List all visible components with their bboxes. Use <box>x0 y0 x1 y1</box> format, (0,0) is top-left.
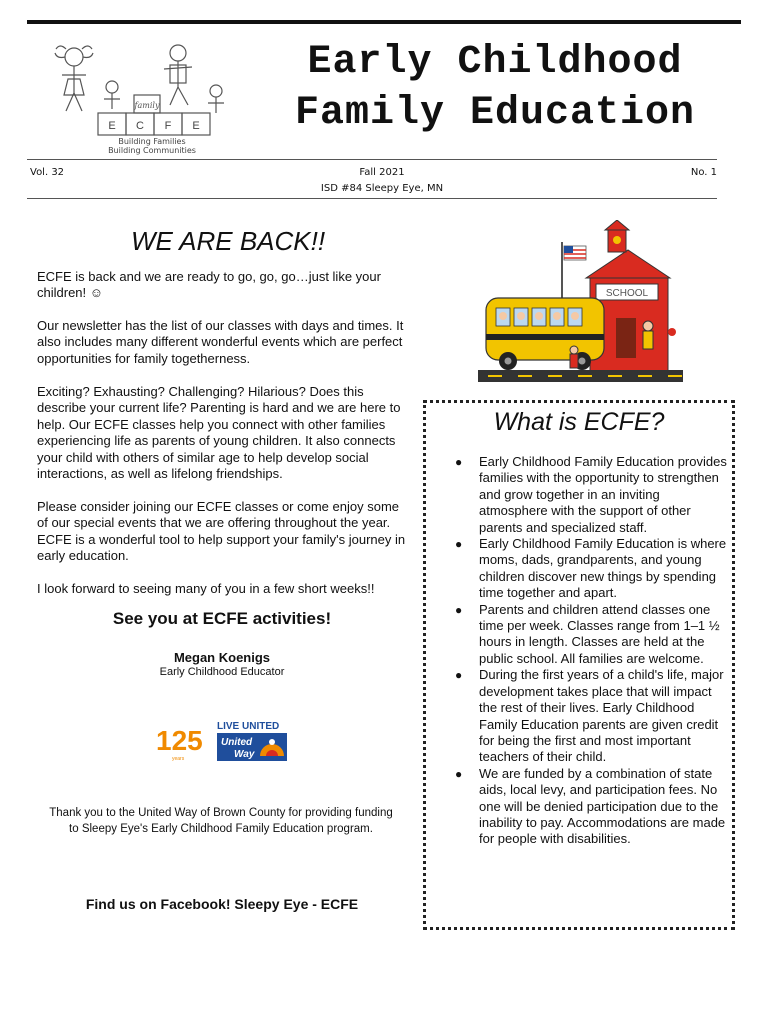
ecfe-logo-drawing <box>40 35 245 155</box>
list-item <box>451 667 727 765</box>
bullet-icon: ● <box>455 602 463 617</box>
season-label: Fall 2021 <box>359 167 405 178</box>
united-way-name-2: Way <box>234 749 255 760</box>
paragraph-look-forward: I look forward to seeing many of you in a few short weeks!! <box>37 581 375 596</box>
logo-box-letter: E <box>108 120 116 132</box>
issue-number: No. 1 <box>690 167 717 178</box>
list-item <box>451 602 727 668</box>
thank-you-note: Thank you to the United Way of Brown County for providing funding to Sleepy Eye's Early Childhood Family Education program. <box>49 807 393 835</box>
school-sign-label: SCHOOL <box>605 288 649 299</box>
bullet-icon: ● <box>455 537 463 552</box>
anniversary-label: years <box>172 756 185 762</box>
list-item <box>451 766 727 848</box>
list-item-text: During the first years of a child's life, major development takes place that will impact the rest of their lives. Early Childhood Family Education parents are given credit for being the first and most important teachers of their child. <box>479 667 724 765</box>
what-is-ecfe-heading: What is ECFE? <box>493 408 665 436</box>
logo-tagline-2: Building Communities <box>108 146 196 155</box>
logo-box-letter: F <box>164 120 172 132</box>
closing-heading: See you at ECFE activities! <box>112 609 332 628</box>
header-divider <box>27 159 717 160</box>
sponsor-logos <box>152 718 292 764</box>
list-item <box>451 536 727 602</box>
header-bottom-divider <box>27 198 717 199</box>
ecfe-facts-list <box>451 454 727 848</box>
school-bus-icon <box>478 220 683 395</box>
paragraph-newsletter: Our newsletter has the list of our classes with days and times. It also includes many different wonderful events which are perfect opportunities for family togetherness. <box>37 318 404 366</box>
newsletter-title-line-1: Early Childhood <box>307 40 683 85</box>
signature-name: Megan Koenigs <box>173 650 271 665</box>
united-way-name-1: United <box>221 737 253 748</box>
facebook-callout: Find us on Facebook! Sleepy Eye - ECFE <box>85 896 359 912</box>
newsletter-title-line-2: Family Education <box>294 91 696 136</box>
bullet-icon: ● <box>455 668 463 683</box>
bullet-icon: ● <box>455 455 463 469</box>
signature-title: Early Childhood Educator <box>159 666 285 678</box>
ecfe-logo <box>40 35 245 155</box>
logo-box-letter: E <box>192 120 200 132</box>
united-way-logo <box>152 718 292 764</box>
logo-tagline-1: Building Families <box>118 137 186 146</box>
top-rule <box>27 20 741 24</box>
headline-we-are-back: WE ARE BACK!! <box>131 226 326 256</box>
list-item-text: Early Childhood Family Education is where moms, dads, grandparents, and young children discover new things by spending time together and apart. <box>479 536 727 601</box>
logo-family-label: family <box>134 101 160 110</box>
paragraph-parenting: Exciting? Exhausting? Challenging? Hilarious? Does this describe your current life? Parenting is hard and we are here to help. Our ECFE classes help you connect with other families experiencing life as parents of young children. It also connects your child with others of similar age to help develop social interactions, as well as lifelong friendships. <box>37 384 401 482</box>
district-label: ISD #84 Sleepy Eye, MN <box>320 183 444 194</box>
list-item-text: Early Childhood Family Education provides families with the opportunity to strengthen and grow together in an inviting atmosphere with the support of other parents and specialized staff. <box>479 454 727 535</box>
list-item-text: Parents and children attend classes one time per week. Classes range from 1–1 ½ hours in length. Classes are held at the public school. All families are welcome. <box>479 601 720 666</box>
live-united-tagline: LIVE UNITED <box>217 721 280 732</box>
paragraph-intro: ECFE is back and we are ready to go, go, go…just like your children! ☺ <box>37 269 381 301</box>
logo-box-letter: C <box>136 120 144 132</box>
bullet-icon: ● <box>455 766 463 781</box>
volume-label: Vol. 32 <box>30 167 65 178</box>
list-item <box>451 454 727 536</box>
list-item-text: We are funded by a combination of state aids, local levy, and participation fees. No one will be denied participation due to the inability to pay. Accommodations are made for people with disabilities. <box>479 765 726 847</box>
paragraph-join: Please consider joining our ECFE classes or come enjoy some of our special events that we are offering throughout the year. ECFE is a wonderful tool to help support your family's journey in early education. <box>37 499 406 564</box>
anniversary-number: 125 <box>156 725 203 756</box>
school-bus-illustration <box>478 220 683 395</box>
